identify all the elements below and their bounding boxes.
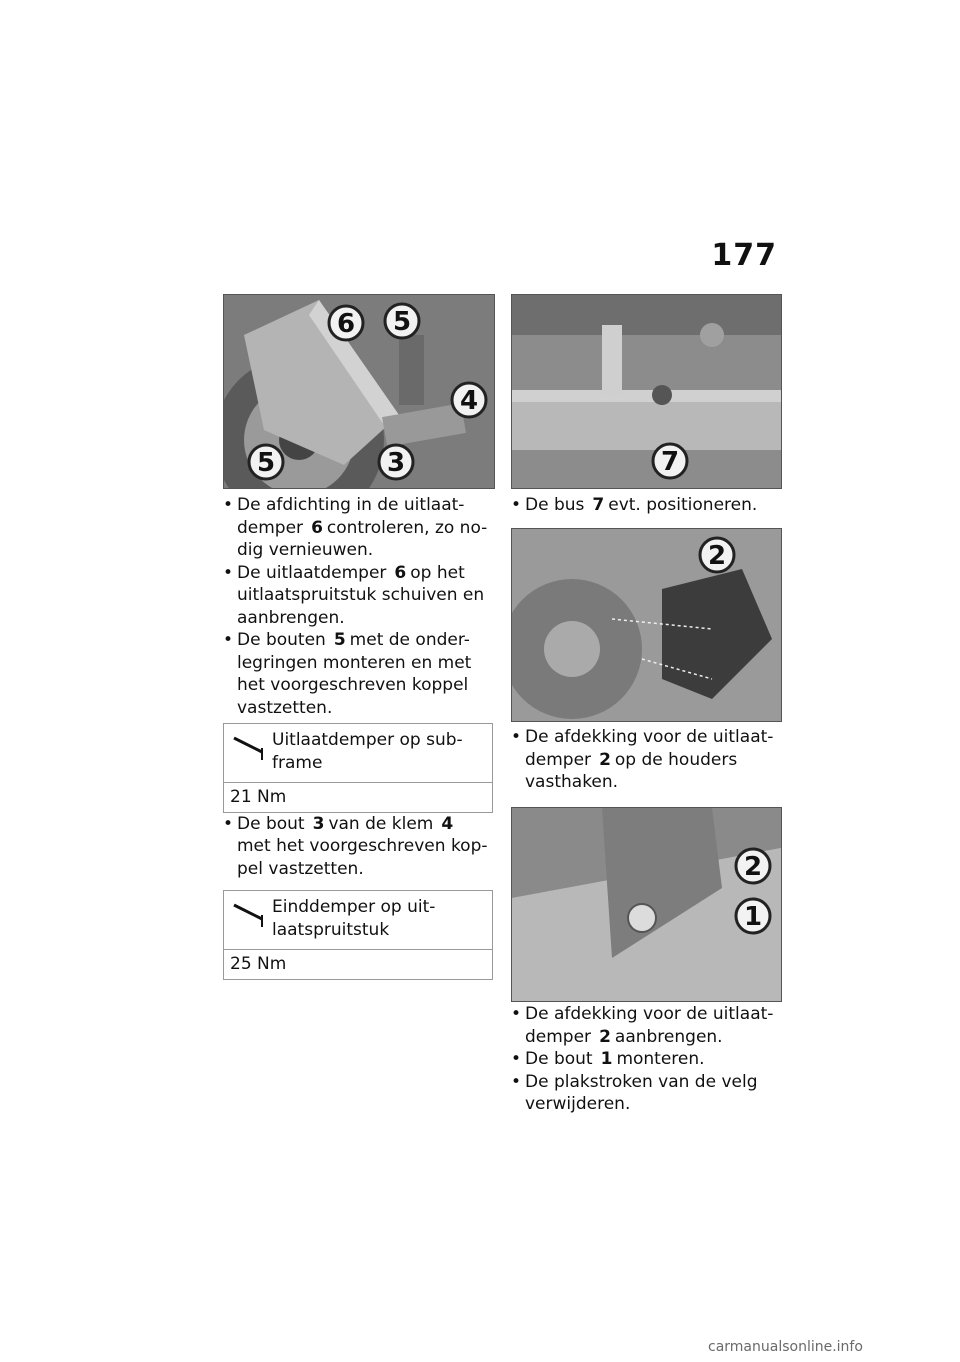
callout-7 (653, 444, 687, 478)
callout-6 (329, 306, 363, 340)
torque-label: Uitlaatdemper op sub-frame (224, 724, 492, 783)
torque-spec-manifold (223, 890, 493, 980)
step-slide-silencer: • De uitlaatdemper 6 op het uitlaatspruitstuk schuiven en aanbrengen. (223, 562, 485, 628)
cover-bolt-illustration (512, 808, 781, 1001)
right-step-bush (511, 494, 783, 517)
callout-5-top (385, 304, 419, 338)
svg-text:6: 6 (336, 309, 356, 339)
right-step-hook-cover (511, 726, 783, 794)
torque-wrench-icon (232, 734, 268, 762)
torque-value: 25 Nm (230, 954, 287, 974)
callout-2 (736, 849, 770, 883)
torque-wrench-icon (232, 901, 268, 929)
step-check-seal: • De afdichting in de uitlaat- demper 6 controleren, zo no- dig vernieuwen. (223, 495, 488, 560)
bush-photo (511, 294, 782, 489)
callout-2 (700, 538, 734, 572)
footer-watermark: carmanualsonline.info (708, 1339, 863, 1355)
svg-text:7: 7 (660, 447, 680, 477)
page-number: 177 (711, 238, 777, 273)
right-steps-final (511, 1003, 783, 1116)
cover-mount-illustration (512, 529, 781, 721)
step-fit-cover: • De afdekking voor de uitlaat- demper 2 aanbrengen. (511, 1004, 774, 1047)
left-instructions (223, 494, 495, 980)
callout-5-bottom (249, 445, 283, 479)
step-remove-tape: • De plakstroken van de velg verwijderen. (511, 1071, 758, 1114)
callout-1 (736, 899, 770, 933)
callout-4 (452, 383, 486, 417)
step-mount-bolts: • De bouten 5 met de onder- legringen monteren en met het voorgeschreven koppel vastzetten. (223, 630, 472, 718)
exhaust-silencer-illustration (224, 295, 494, 488)
step-hook-cover: • De afdekking voor de uitlaat- demper 2 op de houders vasthaken. (511, 727, 774, 792)
step-position-bush: • De bus 7 evt. positioneren. (511, 495, 758, 515)
callout-3 (379, 445, 413, 479)
torque-value: 21 Nm (230, 787, 287, 807)
torque-spec-subframe (223, 723, 493, 813)
svg-text:3: 3 (386, 448, 406, 478)
cover-mount-photo (511, 528, 782, 722)
svg-text:5: 5 (392, 307, 412, 337)
step-fit-bolt: • De bout 1 monteren. (511, 1049, 705, 1069)
svg-text:4: 4 (459, 386, 479, 416)
svg-text:1: 1 (743, 902, 763, 932)
svg-text:2: 2 (707, 541, 727, 571)
torque-label: Einddemper op uit-laatspruitstuk (224, 891, 492, 950)
exhaust-silencer-photo (223, 294, 495, 489)
svg-text:2: 2 (743, 852, 763, 882)
bush-illustration (512, 295, 781, 488)
cover-bolt-photo (511, 807, 782, 1002)
step-clamp-bolt: • De bout 3 van de klem 4 met het voorgeschreven kop-pel vastzetten. (223, 813, 488, 879)
svg-text:5: 5 (256, 448, 276, 478)
